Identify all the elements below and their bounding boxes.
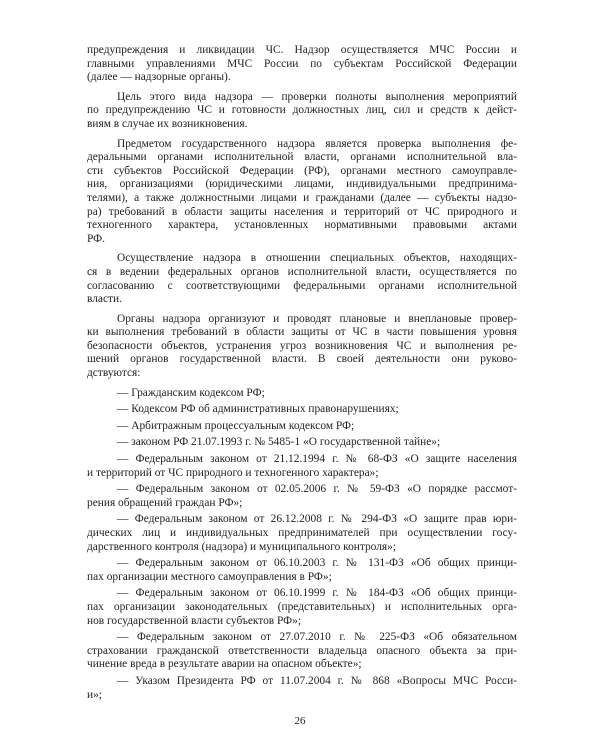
text-line: Осуществление надзора в отношении специальных объектов, находящих- bbox=[117, 252, 517, 265]
text-line: и»; bbox=[87, 688, 102, 701]
text-line: пах организации местного самоуправления в РФ»; bbox=[87, 570, 332, 583]
text-line: дарственного контроля (надзора) и муниципального контроля»; bbox=[87, 540, 397, 553]
text-line: чинение вреда в результате аварии на опасном объекте»; bbox=[87, 658, 362, 671]
list-item bbox=[87, 387, 517, 401]
text-line: пах организации законодательных (представительных) и исполнительных орга- bbox=[87, 600, 517, 613]
paragraph bbox=[87, 44, 517, 85]
text-line: Предметом государственного надзора является проверка выполнения фе- bbox=[117, 137, 517, 150]
list-item bbox=[87, 436, 517, 450]
text-line: сти субъектов Российской Федерации (РФ), органами местного самоуправле- bbox=[87, 164, 517, 177]
text-line: по предупреждению ЧС и готовности должностных лиц, сил и средств к дейст- bbox=[87, 104, 517, 117]
paragraph bbox=[87, 91, 517, 132]
text-line: — Федеральным законом от 02.05.2006 г. № 59-ФЗ «О порядке рассмот- bbox=[117, 483, 517, 496]
text-line: — Указом Президента РФ от 11.07.2004 г. № 868 «Вопросы МЧС Росси- bbox=[117, 674, 517, 687]
list-item bbox=[87, 675, 517, 702]
text-line: страховании гражданской ответственности владельца опасного объекта за при- bbox=[87, 644, 517, 657]
text-line: нов государственной власти субъектов РФ»; bbox=[87, 614, 302, 627]
text-line: деральными органами исполнительной власти, органами исполнительной вла- bbox=[87, 151, 517, 164]
text-line: ся в ведении федеральных органов исполнительной власти, осуществляется по bbox=[87, 265, 517, 278]
text-line: дствуются: bbox=[87, 367, 141, 380]
list-item bbox=[87, 587, 517, 628]
text-line: — Кодексом РФ об административных правонарушениях; bbox=[117, 403, 399, 416]
paragraph bbox=[87, 252, 517, 306]
page-number: 26 bbox=[294, 715, 306, 727]
text-line: техногенного характера, установленных нормативными правовыми актами bbox=[87, 219, 517, 232]
text-line: предупреждения и ликвидации ЧС. Надзор осуществляется МЧС России и bbox=[87, 44, 517, 56]
list-item bbox=[87, 420, 517, 434]
text-line: Цель этого вида надзора — проверки полноты выполнения мероприятий bbox=[117, 90, 517, 103]
text-line: дических лиц и индивидуальных предпринимателей при осуществлении госу- bbox=[87, 527, 517, 539]
text-line: главными управлениями МЧС России по субъектам Российской Федерации bbox=[87, 57, 517, 70]
body-text bbox=[87, 44, 517, 705]
paragraph bbox=[87, 313, 517, 381]
text-line: согласованию с соответствующими федеральными органами исполнительной bbox=[87, 279, 517, 292]
text-line: (далее — надзорные органы). bbox=[87, 71, 231, 84]
list-item bbox=[87, 403, 517, 417]
list-item bbox=[87, 483, 517, 510]
text-line: Органы надзора организуют и проводят плановые и внеплановые провер- bbox=[117, 312, 517, 325]
text-line: — Федеральным законом от 06.10.2003 г. № 131-ФЗ «Об общих принци- bbox=[117, 557, 517, 570]
text-line: ния, организациями (юридическими лицами, индивидуальными предпринима- bbox=[87, 178, 517, 191]
list-item bbox=[87, 631, 517, 672]
list-item bbox=[87, 513, 517, 554]
text-line: телями), а также должностными лицами и гражданами (далее — субъекты надзо- bbox=[87, 191, 517, 204]
text-line: рения обращений граждан РФ»; bbox=[87, 496, 243, 509]
list-item bbox=[87, 557, 517, 584]
text-line: — Арбитражным процессуальным кодексом РФ; bbox=[117, 419, 355, 432]
text-line: виям в случае их возникновения. bbox=[87, 117, 248, 130]
text-line: — Гражданским кодексом РФ; bbox=[117, 386, 265, 399]
text-line: ра) требований в области защиты населения и территорий от ЧС природного и bbox=[87, 205, 517, 218]
text-line: безопасности объектов, устранения угроз возникновения ЧС и выполнения ре- bbox=[87, 339, 517, 352]
text-line: ки выполнения требований в области защиты от ЧС в части повышения уровня bbox=[87, 326, 517, 339]
text-line: — Федеральным законом от 26.12.2008 г. № 294-ФЗ «О защите прав юри- bbox=[117, 513, 517, 526]
text-line: РФ. bbox=[87, 232, 105, 245]
text-line: — Федеральным законом от 27.07.2010 г. № 225-ФЗ «Об обязательном bbox=[117, 631, 517, 644]
paragraph bbox=[87, 138, 517, 247]
text-line: шений органов государственной власти. В своей деятельности они руково- bbox=[87, 353, 517, 366]
text-line: власти. bbox=[87, 293, 122, 306]
list-item bbox=[87, 453, 517, 480]
text-line: — законом РФ 21.07.1993 г. № 5485-1 «О государственной тайне»; bbox=[117, 436, 441, 449]
text-line: — Федеральным законом от 06.10.1999 г. № 184-ФЗ «Об общих принци- bbox=[117, 587, 517, 600]
text-line: и территорий от ЧС природного и техногенного характера»; bbox=[87, 466, 379, 479]
text-line: — Федеральным законом от 21.12.1994 г. № 68-ФЗ «О защите населения bbox=[117, 453, 517, 466]
